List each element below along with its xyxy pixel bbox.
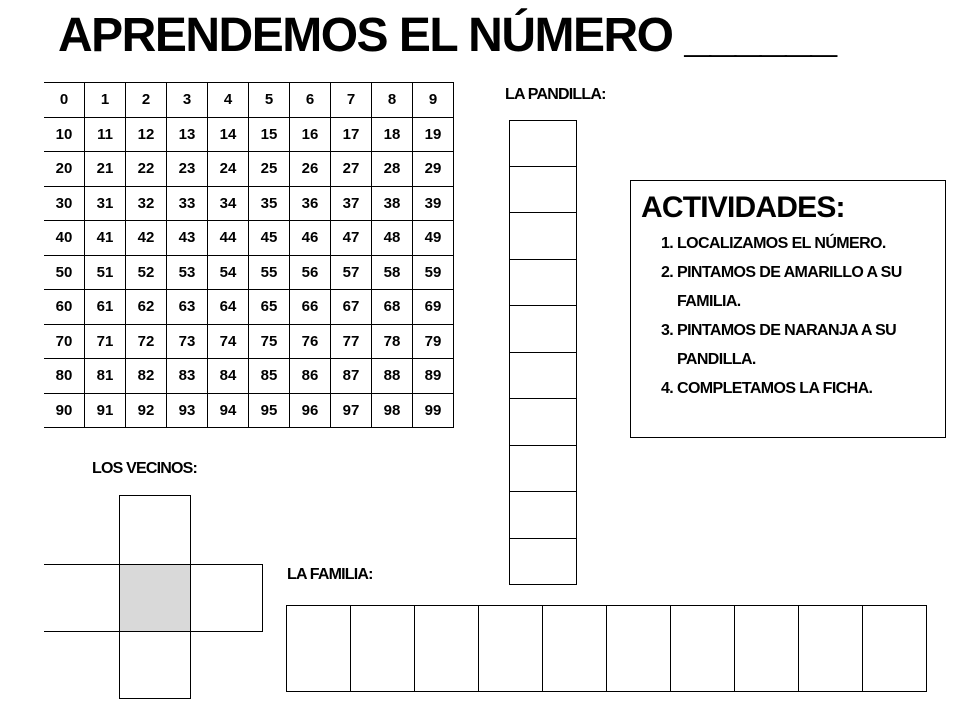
grid-cell[interactable]: 54 (208, 255, 249, 290)
grid-cell[interactable]: 67 (331, 290, 372, 325)
grid-cell[interactable]: 26 (290, 152, 331, 187)
grid-cell[interactable]: 89 (413, 359, 454, 394)
grid-cell[interactable]: 50 (44, 255, 85, 290)
grid-cell[interactable]: 63 (167, 290, 208, 325)
grid-cell[interactable]: 76 (290, 324, 331, 359)
familia-box[interactable] (542, 606, 606, 691)
grid-cell[interactable]: 32 (126, 186, 167, 221)
grid-row (44, 393, 454, 428)
grid-cell[interactable]: 22 (126, 152, 167, 187)
grid-cell[interactable]: 48 (372, 221, 413, 256)
familia-box[interactable] (286, 606, 350, 691)
grid-cell[interactable]: 38 (372, 186, 413, 221)
vecino-left-box[interactable] (44, 564, 120, 632)
familia-box[interactable] (734, 606, 798, 691)
grid-cell[interactable]: 97 (331, 393, 372, 428)
grid-cell[interactable]: 65 (249, 290, 290, 325)
grid-cell[interactable]: 29 (413, 152, 454, 187)
grid-cell[interactable]: 55 (249, 255, 290, 290)
grid-cell[interactable]: 21 (85, 152, 126, 187)
grid-cell[interactable]: 71 (85, 324, 126, 359)
pandilla-box[interactable] (509, 492, 577, 539)
grid-cell[interactable]: 31 (85, 186, 126, 221)
pandilla-box[interactable] (509, 399, 577, 446)
vecinos-label: LOS VECINOS: (92, 460, 198, 477)
grid-cell[interactable]: 70 (44, 324, 85, 359)
grid-cell[interactable]: 62 (126, 290, 167, 325)
pandilla-box[interactable] (509, 120, 577, 167)
grid-cell[interactable]: 13 (167, 117, 208, 152)
grid-row (44, 186, 454, 221)
grid-cell[interactable]: 16 (290, 117, 331, 152)
grid-cell[interactable]: 84 (208, 359, 249, 394)
vecino-bottom-box[interactable] (119, 631, 191, 699)
grid-cell[interactable]: 78 (372, 324, 413, 359)
grid-cell[interactable]: 74 (208, 324, 249, 359)
page-title: APRENDEMOS EL NÚMERO ______ (58, 9, 836, 62)
grid-cell[interactable]: 36 (290, 186, 331, 221)
grid-cell[interactable]: 91 (85, 393, 126, 428)
grid-cell[interactable]: 61 (85, 290, 126, 325)
activities-panel (630, 180, 946, 438)
familia-box[interactable] (862, 606, 927, 691)
grid-cell[interactable]: 53 (167, 255, 208, 290)
grid-cell[interactable]: 72 (126, 324, 167, 359)
grid-cell[interactable]: 87 (331, 359, 372, 394)
grid-cell[interactable]: 93 (167, 393, 208, 428)
grid-cell[interactable]: 85 (249, 359, 290, 394)
grid-cell[interactable]: 46 (290, 221, 331, 256)
grid-cell[interactable]: 3 (167, 83, 208, 118)
grid-cell[interactable]: 44 (208, 221, 249, 256)
grid-row (44, 221, 454, 256)
grid-cell[interactable]: 14 (208, 117, 249, 152)
grid-cell[interactable]: 90 (44, 393, 85, 428)
grid-cell[interactable]: 12 (126, 117, 167, 152)
grid-cell[interactable]: 17 (331, 117, 372, 152)
grid-cell[interactable]: 35 (249, 186, 290, 221)
familia-row (286, 605, 927, 692)
grid-cell[interactable]: 49 (413, 221, 454, 256)
pandilla-box[interactable] (509, 306, 577, 353)
grid-cell[interactable]: 68 (372, 290, 413, 325)
grid-row (44, 290, 454, 325)
grid-cell[interactable]: 11 (85, 117, 126, 152)
grid-row (44, 152, 454, 187)
activity-item: 1. LOCALIZAMOS EL NÚMERO. (677, 229, 935, 258)
familia-box[interactable] (670, 606, 734, 691)
grid-cell[interactable]: 57 (331, 255, 372, 290)
hundred-chart (44, 82, 454, 428)
grid-cell[interactable]: 18 (372, 117, 413, 152)
grid-cell[interactable]: 23 (167, 152, 208, 187)
pandilla-box[interactable] (509, 353, 577, 400)
grid-row (44, 83, 454, 118)
familia-box[interactable] (350, 606, 414, 691)
grid-row (44, 324, 454, 359)
grid-row (44, 117, 454, 152)
activity-item: 4. COMPLETAMOS LA FICHA. (677, 374, 935, 403)
familia-box[interactable] (414, 606, 478, 691)
grid-cell[interactable]: 95 (249, 393, 290, 428)
grid-cell[interactable]: 5 (249, 83, 290, 118)
vecino-center-box[interactable] (119, 564, 191, 632)
grid-cell[interactable]: 7 (331, 83, 372, 118)
grid-cell[interactable]: 8 (372, 83, 413, 118)
vecino-top-box[interactable] (119, 495, 191, 565)
grid-cell[interactable]: 86 (290, 359, 331, 394)
grid-cell[interactable]: 51 (85, 255, 126, 290)
grid-cell[interactable]: 99 (413, 393, 454, 428)
grid-cell[interactable]: 6 (290, 83, 331, 118)
familia-label: LA FAMILIA: (287, 566, 373, 583)
grid-cell[interactable]: 81 (85, 359, 126, 394)
grid-cell[interactable]: 79 (413, 324, 454, 359)
familia-box[interactable] (606, 606, 670, 691)
grid-cell[interactable]: 58 (372, 255, 413, 290)
grid-cell[interactable]: 40 (44, 221, 85, 256)
familia-box[interactable] (478, 606, 542, 691)
grid-cell[interactable]: 24 (208, 152, 249, 187)
grid-cell[interactable]: 69 (413, 290, 454, 325)
pandilla-box[interactable] (509, 213, 577, 260)
grid-cell[interactable]: 27 (331, 152, 372, 187)
grid-cell[interactable]: 37 (331, 186, 372, 221)
grid-cell[interactable]: 59 (413, 255, 454, 290)
grid-cell[interactable]: 20 (44, 152, 85, 187)
grid-cell[interactable]: 77 (331, 324, 372, 359)
grid-cell[interactable]: 80 (44, 359, 85, 394)
grid-cell[interactable]: 19 (413, 117, 454, 152)
pandilla-box[interactable] (509, 446, 577, 493)
grid-cell[interactable]: 98 (372, 393, 413, 428)
grid-cell[interactable]: 56 (290, 255, 331, 290)
grid-cell[interactable]: 28 (372, 152, 413, 187)
grid-cell[interactable]: 43 (167, 221, 208, 256)
grid-cell[interactable]: 10 (44, 117, 85, 152)
grid-cell[interactable]: 66 (290, 290, 331, 325)
grid-cell[interactable]: 15 (249, 117, 290, 152)
grid-cell[interactable]: 9 (413, 83, 454, 118)
pandilla-column (509, 120, 577, 585)
grid-cell[interactable]: 52 (126, 255, 167, 290)
grid-cell[interactable]: 0 (44, 83, 85, 118)
activities-list (641, 229, 935, 403)
grid-cell[interactable]: 88 (372, 359, 413, 394)
grid-cell[interactable]: 60 (44, 290, 85, 325)
vecino-right-box[interactable] (190, 564, 263, 632)
grid-cell[interactable]: 1 (85, 83, 126, 118)
grid-cell[interactable]: 2 (126, 83, 167, 118)
grid-cell[interactable]: 47 (331, 221, 372, 256)
grid-cell[interactable]: 75 (249, 324, 290, 359)
grid-row (44, 359, 454, 394)
familia-box[interactable] (798, 606, 862, 691)
grid-cell[interactable]: 64 (208, 290, 249, 325)
grid-cell[interactable]: 83 (167, 359, 208, 394)
pandilla-box[interactable] (509, 539, 577, 586)
pandilla-box[interactable] (509, 167, 577, 214)
activity-item: 3. PINTAMOS DE NARANJA A SU PANDILLA. (677, 316, 935, 374)
grid-cell[interactable]: 30 (44, 186, 85, 221)
grid-cell[interactable]: 96 (290, 393, 331, 428)
grid-cell[interactable]: 82 (126, 359, 167, 394)
grid-cell[interactable]: 41 (85, 221, 126, 256)
grid-cell[interactable]: 42 (126, 221, 167, 256)
grid-cell[interactable]: 34 (208, 186, 249, 221)
grid-cell[interactable]: 4 (208, 83, 249, 118)
activity-item: 2. PINTAMOS DE AMARILLO A SU FAMILIA. (677, 258, 935, 316)
grid-cell[interactable]: 39 (413, 186, 454, 221)
grid-cell[interactable]: 92 (126, 393, 167, 428)
pandilla-label: LA PANDILLA: (505, 86, 606, 103)
grid-cell[interactable]: 33 (167, 186, 208, 221)
grid-cell[interactable]: 73 (167, 324, 208, 359)
activities-heading: ACTIVIDADES: (641, 191, 845, 224)
grid-row (44, 255, 454, 290)
grid-cell[interactable]: 45 (249, 221, 290, 256)
grid-cell[interactable]: 94 (208, 393, 249, 428)
pandilla-box[interactable] (509, 260, 577, 307)
grid-cell[interactable]: 25 (249, 152, 290, 187)
